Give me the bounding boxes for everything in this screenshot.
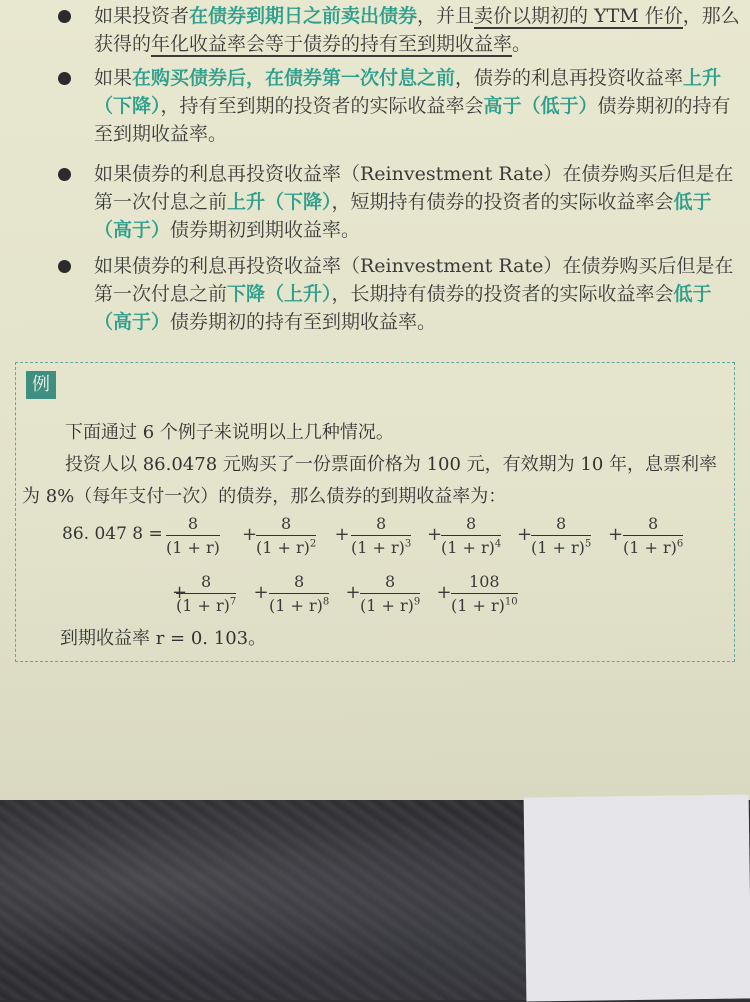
body-text: ，长期持有债券的投资者的实际收益率会 bbox=[331, 283, 674, 305]
fraction-term bbox=[360, 572, 420, 615]
fraction-denominator: $(1 + r)^5$ bbox=[531, 538, 592, 557]
exponent: 5 bbox=[584, 538, 592, 550]
body-text: 。 bbox=[512, 33, 532, 55]
fraction-denominator: $(1 + r)^4$ bbox=[441, 538, 502, 557]
body-text: 如果债券的利息再投资收益率（Reinvestment Rate）在债券购买后但是在第一次付息之前 bbox=[94, 163, 734, 213]
highlighted-text: 下降（上升） bbox=[227, 283, 332, 305]
body-text: ，持有至到期的投资者的实际收益率会 bbox=[160, 95, 484, 117]
exponent: 3 bbox=[404, 538, 412, 550]
plus-sign: + bbox=[242, 524, 258, 545]
highlighted-text: 低于（高于） bbox=[94, 191, 712, 241]
bullet-dot-icon bbox=[58, 72, 71, 85]
plus-sign: + bbox=[172, 582, 188, 603]
highlighted-text: 高于（低于） bbox=[483, 95, 598, 117]
fraction-numerator: 8 bbox=[531, 514, 591, 536]
bullet-item-3 bbox=[62, 160, 742, 244]
fraction-denominator: $(1 + r)^9$ bbox=[360, 596, 421, 615]
bullet-item-4 bbox=[62, 252, 742, 336]
bullet-text bbox=[94, 252, 742, 336]
example-problem-line-1: 投资人以 86.0478 元购买了一份票面价格为 100 元，有效期为 10 年，息票利率 bbox=[65, 454, 718, 475]
fraction-denominator: $(1 + r)^7$ bbox=[176, 596, 237, 615]
exponent: 8 bbox=[322, 596, 330, 608]
body-text: ，那么获得的 bbox=[94, 5, 740, 55]
underlined-text: 年化收益率会等于 bbox=[151, 33, 304, 55]
fraction-numerator: 8 bbox=[351, 514, 411, 536]
body-text: ，债券的利息再投资收益率 bbox=[455, 67, 684, 89]
body-text: 如果 bbox=[94, 67, 133, 89]
exponent: 2 bbox=[309, 538, 317, 550]
body-text: 债券期初的持有至到期收益率。 bbox=[94, 95, 731, 145]
underlined-text: 卖价以期初的 YTM 作价 bbox=[474, 5, 683, 27]
body-text: ，短期持有债券的投资者的实际收益率会 bbox=[331, 191, 674, 213]
body-text: ，并且 bbox=[417, 5, 475, 27]
plus-sign: + bbox=[436, 582, 452, 603]
fraction-denominator: $(1 + r)^3$ bbox=[351, 538, 412, 557]
fraction-term bbox=[451, 572, 518, 615]
bullet-dot-icon bbox=[58, 10, 71, 23]
highlighted-text: 低于（高于） bbox=[94, 283, 712, 333]
fraction-numerator: 8 bbox=[441, 514, 501, 536]
fraction-numerator: 8 bbox=[256, 514, 316, 536]
bullet-item-2 bbox=[62, 64, 742, 148]
fraction-numerator: 8 bbox=[623, 514, 683, 536]
fraction-numerator: 8 bbox=[166, 514, 220, 536]
body-text: 如果债券的利息再投资收益率（Reinvestment Rate）在债券购买后但是在第一次付息之前 bbox=[94, 255, 734, 305]
exponent: 6 bbox=[676, 538, 684, 550]
bullet-text bbox=[94, 64, 742, 148]
fraction-term bbox=[623, 514, 683, 557]
equation-lhs: 86. 047 8 = bbox=[62, 524, 163, 544]
bullet-dot-icon bbox=[58, 168, 71, 181]
body-text: 债券期初到期收益率。 bbox=[170, 219, 361, 241]
fraction-denominator: $(1 + r)^8$ bbox=[269, 596, 330, 615]
example-result: 到期收益率 r = 0. 103。 bbox=[60, 628, 267, 649]
example-box bbox=[15, 362, 735, 662]
fraction-term bbox=[531, 514, 591, 557]
body-text: 债券期初的持有至到期收益率。 bbox=[170, 311, 437, 333]
highlighted-text: 在购买债券后，在债券第一次付息之前 bbox=[132, 67, 456, 89]
fraction-numerator: 108 bbox=[451, 572, 518, 594]
plus-sign: + bbox=[427, 524, 443, 545]
example-problem-line-2: 为 8%（每年支付一次）的债券，那么债券的到期收益率为： bbox=[22, 486, 507, 507]
fraction-term bbox=[176, 572, 236, 615]
bullet-dot-icon bbox=[58, 260, 71, 273]
fraction-denominator: $(1 + r)^2$ bbox=[256, 538, 317, 557]
highlighted-text: 上升（下降） bbox=[94, 67, 722, 117]
white-paper-corner bbox=[524, 794, 750, 1001]
exponent: 10 bbox=[504, 596, 518, 608]
underlined-text: 债券的持有至到期收益率 bbox=[303, 33, 513, 55]
plus-sign: + bbox=[253, 582, 269, 603]
fraction-term bbox=[269, 572, 329, 615]
fraction-denominator: $(1 + r)^6$ bbox=[623, 538, 684, 557]
bullet-text bbox=[94, 160, 742, 244]
fraction-denominator: $(1 + r)^{10}$ bbox=[451, 596, 518, 615]
fraction-denominator: (1 + r) bbox=[166, 538, 220, 557]
fraction-term bbox=[166, 514, 220, 557]
exponent: 9 bbox=[413, 596, 421, 608]
bullet-item-1 bbox=[62, 2, 742, 58]
plus-sign: + bbox=[345, 582, 361, 603]
exponent: 7 bbox=[229, 596, 237, 608]
highlighted-text: 上升（下降） bbox=[227, 191, 332, 213]
exponent: 4 bbox=[494, 538, 502, 550]
plus-sign: + bbox=[334, 524, 350, 545]
example-intro: 下面通过 6 个例子来说明以上几种情况。 bbox=[65, 422, 394, 443]
example-tag: 例 bbox=[26, 371, 56, 399]
fraction-term bbox=[256, 514, 316, 557]
fraction-term bbox=[441, 514, 501, 557]
fraction-numerator: 8 bbox=[360, 572, 420, 594]
body-text: 如果投资者 bbox=[94, 5, 190, 27]
fraction-numerator: 8 bbox=[176, 572, 236, 594]
fraction-numerator: 8 bbox=[269, 572, 329, 594]
plus-sign: + bbox=[517, 524, 533, 545]
highlighted-text: 在债券到期日之前卖出债券 bbox=[189, 5, 418, 27]
fraction-term bbox=[351, 514, 411, 557]
plus-sign: + bbox=[608, 524, 624, 545]
bullet-text bbox=[94, 2, 742, 58]
